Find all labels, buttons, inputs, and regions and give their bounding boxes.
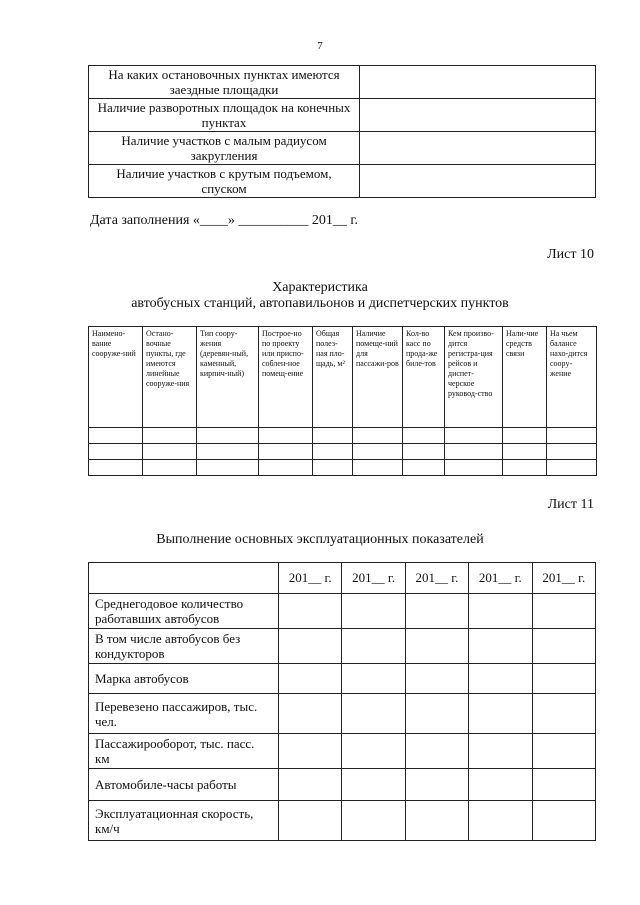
column-header: Остано-вочные пункты, где имеются линейные сооруже-ния <box>143 327 197 428</box>
year-header: 201__ г. <box>342 563 405 594</box>
column-header: Тип соору-жения (деревян-ный, каменный, кирпич-ный) <box>197 327 259 428</box>
table-row <box>89 594 596 629</box>
row-label: На каких остановочных пунктах имеются заездные площадки <box>89 66 360 99</box>
route-features-table <box>88 65 596 198</box>
table-row <box>89 629 596 664</box>
column-header: Кем произво-дится регистра-ция рейсов и диспет-черское руковод-ство <box>445 327 503 428</box>
table-row <box>89 694 596 734</box>
page-number: 7 <box>317 40 323 52</box>
year-header: 201__ г. <box>279 563 342 594</box>
row-label: Эксплуатационная скорость, км/ч <box>89 801 279 841</box>
year-header: 201__ г. <box>532 563 595 594</box>
column-header: Кол-во касс по прода-же биле-тов <box>403 327 445 428</box>
sheet-10-title-line1: Характеристика <box>272 280 368 295</box>
row-label: В том числе автобусов без кондукторов <box>89 629 279 664</box>
table-header-row <box>89 563 596 594</box>
column-header: Общая полез-ная пло-щадь, м² <box>313 327 353 428</box>
table-row <box>89 99 596 132</box>
row-label: Наличие участков с крутым подъемом, спуском <box>89 165 360 198</box>
row-label: Среднегодовое количество работавших автобусов <box>89 594 279 629</box>
table-row <box>89 66 596 99</box>
sheet-11-label: Лист 11 <box>547 497 594 512</box>
column-header: На чьем балансе нахо-дится соору-жение <box>547 327 597 428</box>
table-row <box>89 460 597 476</box>
row-label: Автомобиле-часы работы <box>89 769 279 801</box>
table-row <box>89 664 596 694</box>
bus-stations-table <box>88 326 597 476</box>
table-header-row <box>89 327 597 428</box>
table-row <box>89 801 596 841</box>
row-label: Наличие участков с малым радиусом закругления <box>89 132 360 165</box>
table-row <box>89 444 597 460</box>
fill-date-line: Дата заполнения «____» __________ 201__ г. <box>90 213 359 228</box>
sheet-10-label: Лист 10 <box>547 247 594 262</box>
column-header: Построе-но по проекту или приспо-соблен-ное помещ-ение <box>259 327 313 428</box>
row-label: Наличие разворотных площадок на конечных пунктах <box>89 99 360 132</box>
table-row <box>89 428 597 444</box>
row-label: Марка автобусов <box>89 664 279 694</box>
table-row <box>89 769 596 801</box>
table-row <box>89 165 596 198</box>
year-header: 201__ г. <box>469 563 532 594</box>
answer-cell <box>360 99 596 132</box>
column-header: Нали-чие средств связи <box>503 327 547 428</box>
table-row <box>89 132 596 165</box>
column-header: Наличие помеще-ний для пассажи-ров <box>353 327 403 428</box>
answer-cell <box>360 165 596 198</box>
sheet-10-title <box>0 280 640 312</box>
answer-cell <box>360 66 596 99</box>
performance-table <box>88 562 596 841</box>
sheet-10-title-line2: автобусных станций, автопавильонов и диспетчерских пунктов <box>131 296 509 311</box>
table-row <box>89 734 596 769</box>
corner-cell <box>89 563 279 594</box>
row-label: Перевезено пассажиров, тыс. чел. <box>89 694 279 734</box>
row-label: Пассажирооборот, тыс. пасс. км <box>89 734 279 769</box>
answer-cell <box>360 132 596 165</box>
column-header: Наимено-вание сооруже-ний <box>89 327 143 428</box>
year-header: 201__ г. <box>405 563 468 594</box>
sheet-11-title: Выполнение основных эксплуатационных показателей <box>156 532 484 547</box>
